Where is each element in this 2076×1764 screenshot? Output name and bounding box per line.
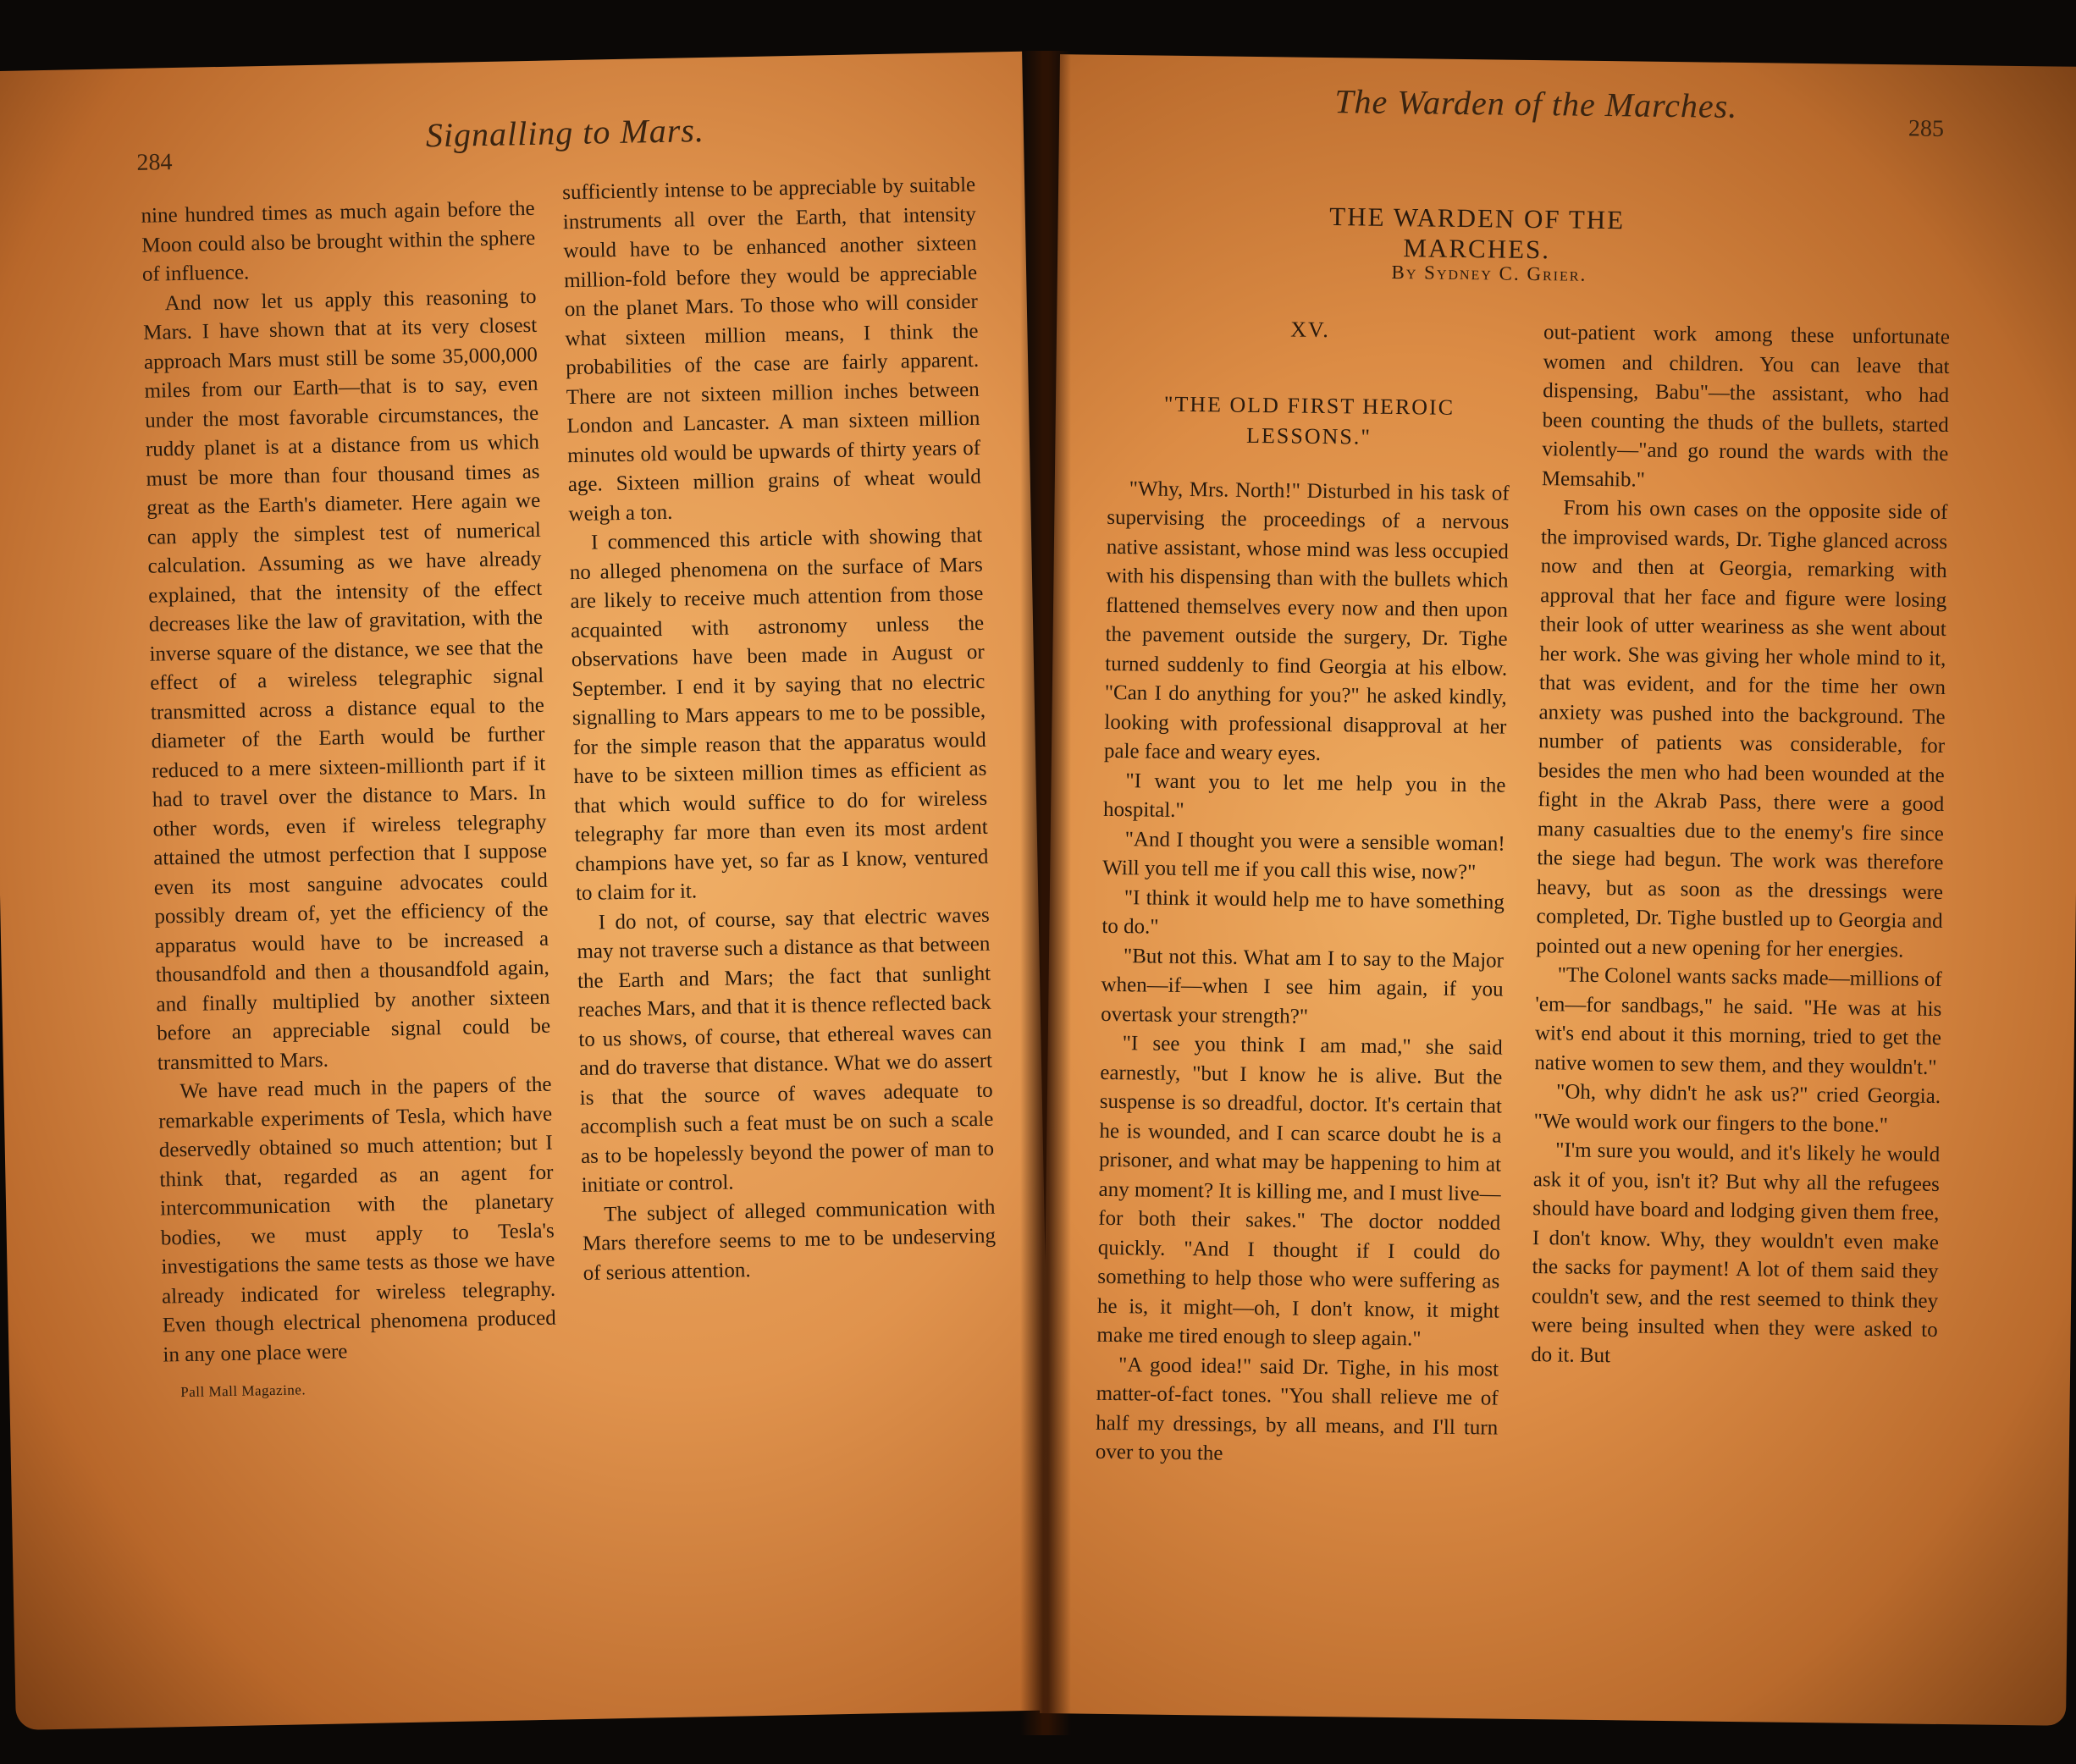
- left-page-number: 284: [136, 149, 173, 176]
- paragraph: nine hundred times as much again before the Moon could also be brought within the sphere of influence.: [141, 196, 536, 286]
- source-note: Pall Mall Magazine.: [180, 1381, 306, 1401]
- paragraph: "Why, Mrs. North!" Disturbed in his task of supervising the proceedings of a nervous native assistant, whose mind was less occupied with his dispensing than with the bullets which flattened themselves every now and then upon the pavement outside the surgery, Dr. Tighe turned suddenly to find Georgia at his elbow. "Can I do anything for you?" he asked kindly, looking with professional disapproval at her pale face and weary eyes.: [1103, 477, 1510, 765]
- paragraph: I commenced this article with showing that no alleged phenomena on the surface of Mars are likely to receive much attention from those acquainted with astronomy unless the observations have been made in August or September. I end it by saying that no electric signalling to Mars appears to me to be possible, for the simple reason that the apparatus would have to be sixteen million times as efficient as that which would suffice to do for wireless telegraphy far more than even its most ardent champions have yet, so far as I know, ventured to claim for it.: [569, 523, 989, 906]
- chapter-title: "THE OLD FIRST HEROIC LESSONS.": [1163, 391, 1455, 449]
- article-title: THE WARDEN OF THE MARCHES.: [1329, 201, 1626, 265]
- byline-prefix: By: [1391, 261, 1418, 284]
- byline-author: Sydney C. Grier.: [1423, 262, 1587, 285]
- paragraph: "And I thought you were a sensible woman! Will you tell me if you call this wise, now?": [1102, 827, 1505, 885]
- right-column-1: [1096, 313, 1512, 1472]
- paragraph: sufficiently intense to be appreciable by suitable instruments all over the Earth, that intensity would have to be enhanced another sixteen million-fold before they would be appreciable on the planet Mars. To those who will consider what sixteen million means, I think the probabilities of the case are fairly apparent. There are not sixteen million inches between London and Lancaster. A man sixteen million minutes old would be upwards of thirty years of age. Sixteen million grains of wheat would weigh a ton.: [561, 173, 981, 526]
- paragraph: "I think it would help me to have something to do.": [1101, 885, 1505, 939]
- chapter-number: XV.: [1290, 317, 1331, 343]
- paragraph: "I want you to let me help you in the hospital.": [1102, 769, 1506, 823]
- paragraph: out-patient work among these unfortunate women and children. You can leave that dispensing, Babu"—the assistant, who had been counting the thuds of the bullets, started violently—"and go round the wards with the Memsahib.": [1541, 321, 1951, 492]
- paragraph: I do not, of course, say that electric waves may not traverse such a distance as that between the Earth and Mars; the fact that sunlight reaches Mars, and that it is thence reflected back to us shows, of course, that ethereal waves can and do traverse that distance. What we do assert is that the source of waves adequate to accomplish such a feat must be on such a scale as to be hopelessly beyond the power of man to initiate or control.: [577, 903, 995, 1198]
- left-page: [0, 52, 1054, 1730]
- right-page-number: 285: [1908, 115, 1945, 142]
- paragraph: "Oh, why didn't he ask us?" cried Georgia. "We would work our fingers to the bone.": [1533, 1080, 1941, 1137]
- paragraph: We have read much in the papers of the remarkable experiments of Tesla, which have deservedly obtained so much attention; but I think that, regarded as an agent for intercommunication with the planetary bodies, we must apply to Tesla's investigations the same tests as those we have already indicated for wireless telegraphy. Even though electrical phenomena produced in any one place were: [157, 1072, 556, 1367]
- left-column-2: [562, 171, 997, 1288]
- left-column-1: [141, 195, 557, 1408]
- paragraph: "But not this. What am I to say to the Major when—if—when I see him again, if you overtask your strength?": [1100, 944, 1505, 1028]
- right-running-head: The Warden of the Marches.: [1334, 82, 1738, 125]
- paragraph: "The Colonel wants sacks made—millions of 'em—for sandbags," he said. "He was at his wit's end about it this morning, tried to get the native women to sew them, and they wouldn't.": [1534, 963, 1942, 1079]
- left-running-head: Signalling to Mars.: [425, 110, 705, 155]
- right-page: [1040, 54, 2076, 1726]
- right-column-2: [1531, 318, 1950, 1375]
- paragraph: The subject of alleged communication with Mars therefore seems to me to be undeserving of serious attention.: [582, 1195, 997, 1285]
- paragraph: And now let us apply this reasoning to Mars. I have shown that at its very closest approach Mars must still be some 35,000,000 miles from our Earth—that is to say, even under the most favorable circumstances, the ruddy planet is at a distance from us which must be more than four thousand times as great as the Earth's diameter. Here again we can apply the simplest test of numerical calculation. Assuming as we have already explained, that the intensity of the effect decreases like the law of gravitation, with the inverse square of the distance, we see that the effect of a wireless telegraphic signal transmitted across a distance equal to the diameter of the Earth would be further reduced to a mere sixteen-millionth part if it had to travel over the distance to Mars. In other words, even if wireless telegraphy attained the utmost perfection that I suppose even its most sanguine advocates could possibly dream of, yet the efficiency of the apparatus would have to be increased a thousandfold and then a thousandfold again, and finally multiplied by another sixteen before an appreciable signal could be transmitted to Mars.: [143, 284, 551, 1075]
- paragraph: From his own cases on the opposite side of the improvised wards, Dr. Tighe glanced across now and then at Georgia, remarking with approval that her face and figure were losing their look of utter weariness as she went about her work. She was giving her whole mind to it, that was evident, and for the time her own anxiety was pushed into the background. The number of patients was considerable, for besides the men who had been wounded at the fight in the Akrab Pass, there were a good many casualties due to the enemy's fire since the siege had begun. The work was therefore heavy, but as soon as the dressings were completed, Dr. Tighe bustled up to Georgia and pointed out a new opening for her energies.: [1536, 496, 1948, 962]
- byline: [1311, 261, 1667, 287]
- book-gutter: [1020, 51, 1071, 1735]
- paragraph: "I'm sure you would, and it's likely he would ask it of you, isn't it? But why all the refugees should have board and lodging given them free, I don't know. Why, they wouldn't even make the sacks for payment! A lot of them said they couldn't sew, and the rest seemed to think they were being insulted when they were asked to do it. But: [1531, 1138, 1941, 1367]
- paragraph: "I see you think I am mad," she said earnestly, "but I know he is alive. But the suspense is so dreadful, doctor. It's certain that he is wounded, and I can scarce doubt he is a prisoner, and what may be happening to him at any moment? It is killing me, and I must live—for both their sakes." The doctor nodded quickly. "And I thought if I could do something to help those who were suffering as he is, it might—oh, I don't know, it might make me tired enough to sleep again.": [1096, 1032, 1503, 1351]
- paragraph: "A good idea!" said Dr. Tighe, in his most matter-of-fact tones. "You shall relieve me of half my dressings, by all means, and I'll turn over to you the: [1095, 1353, 1499, 1465]
